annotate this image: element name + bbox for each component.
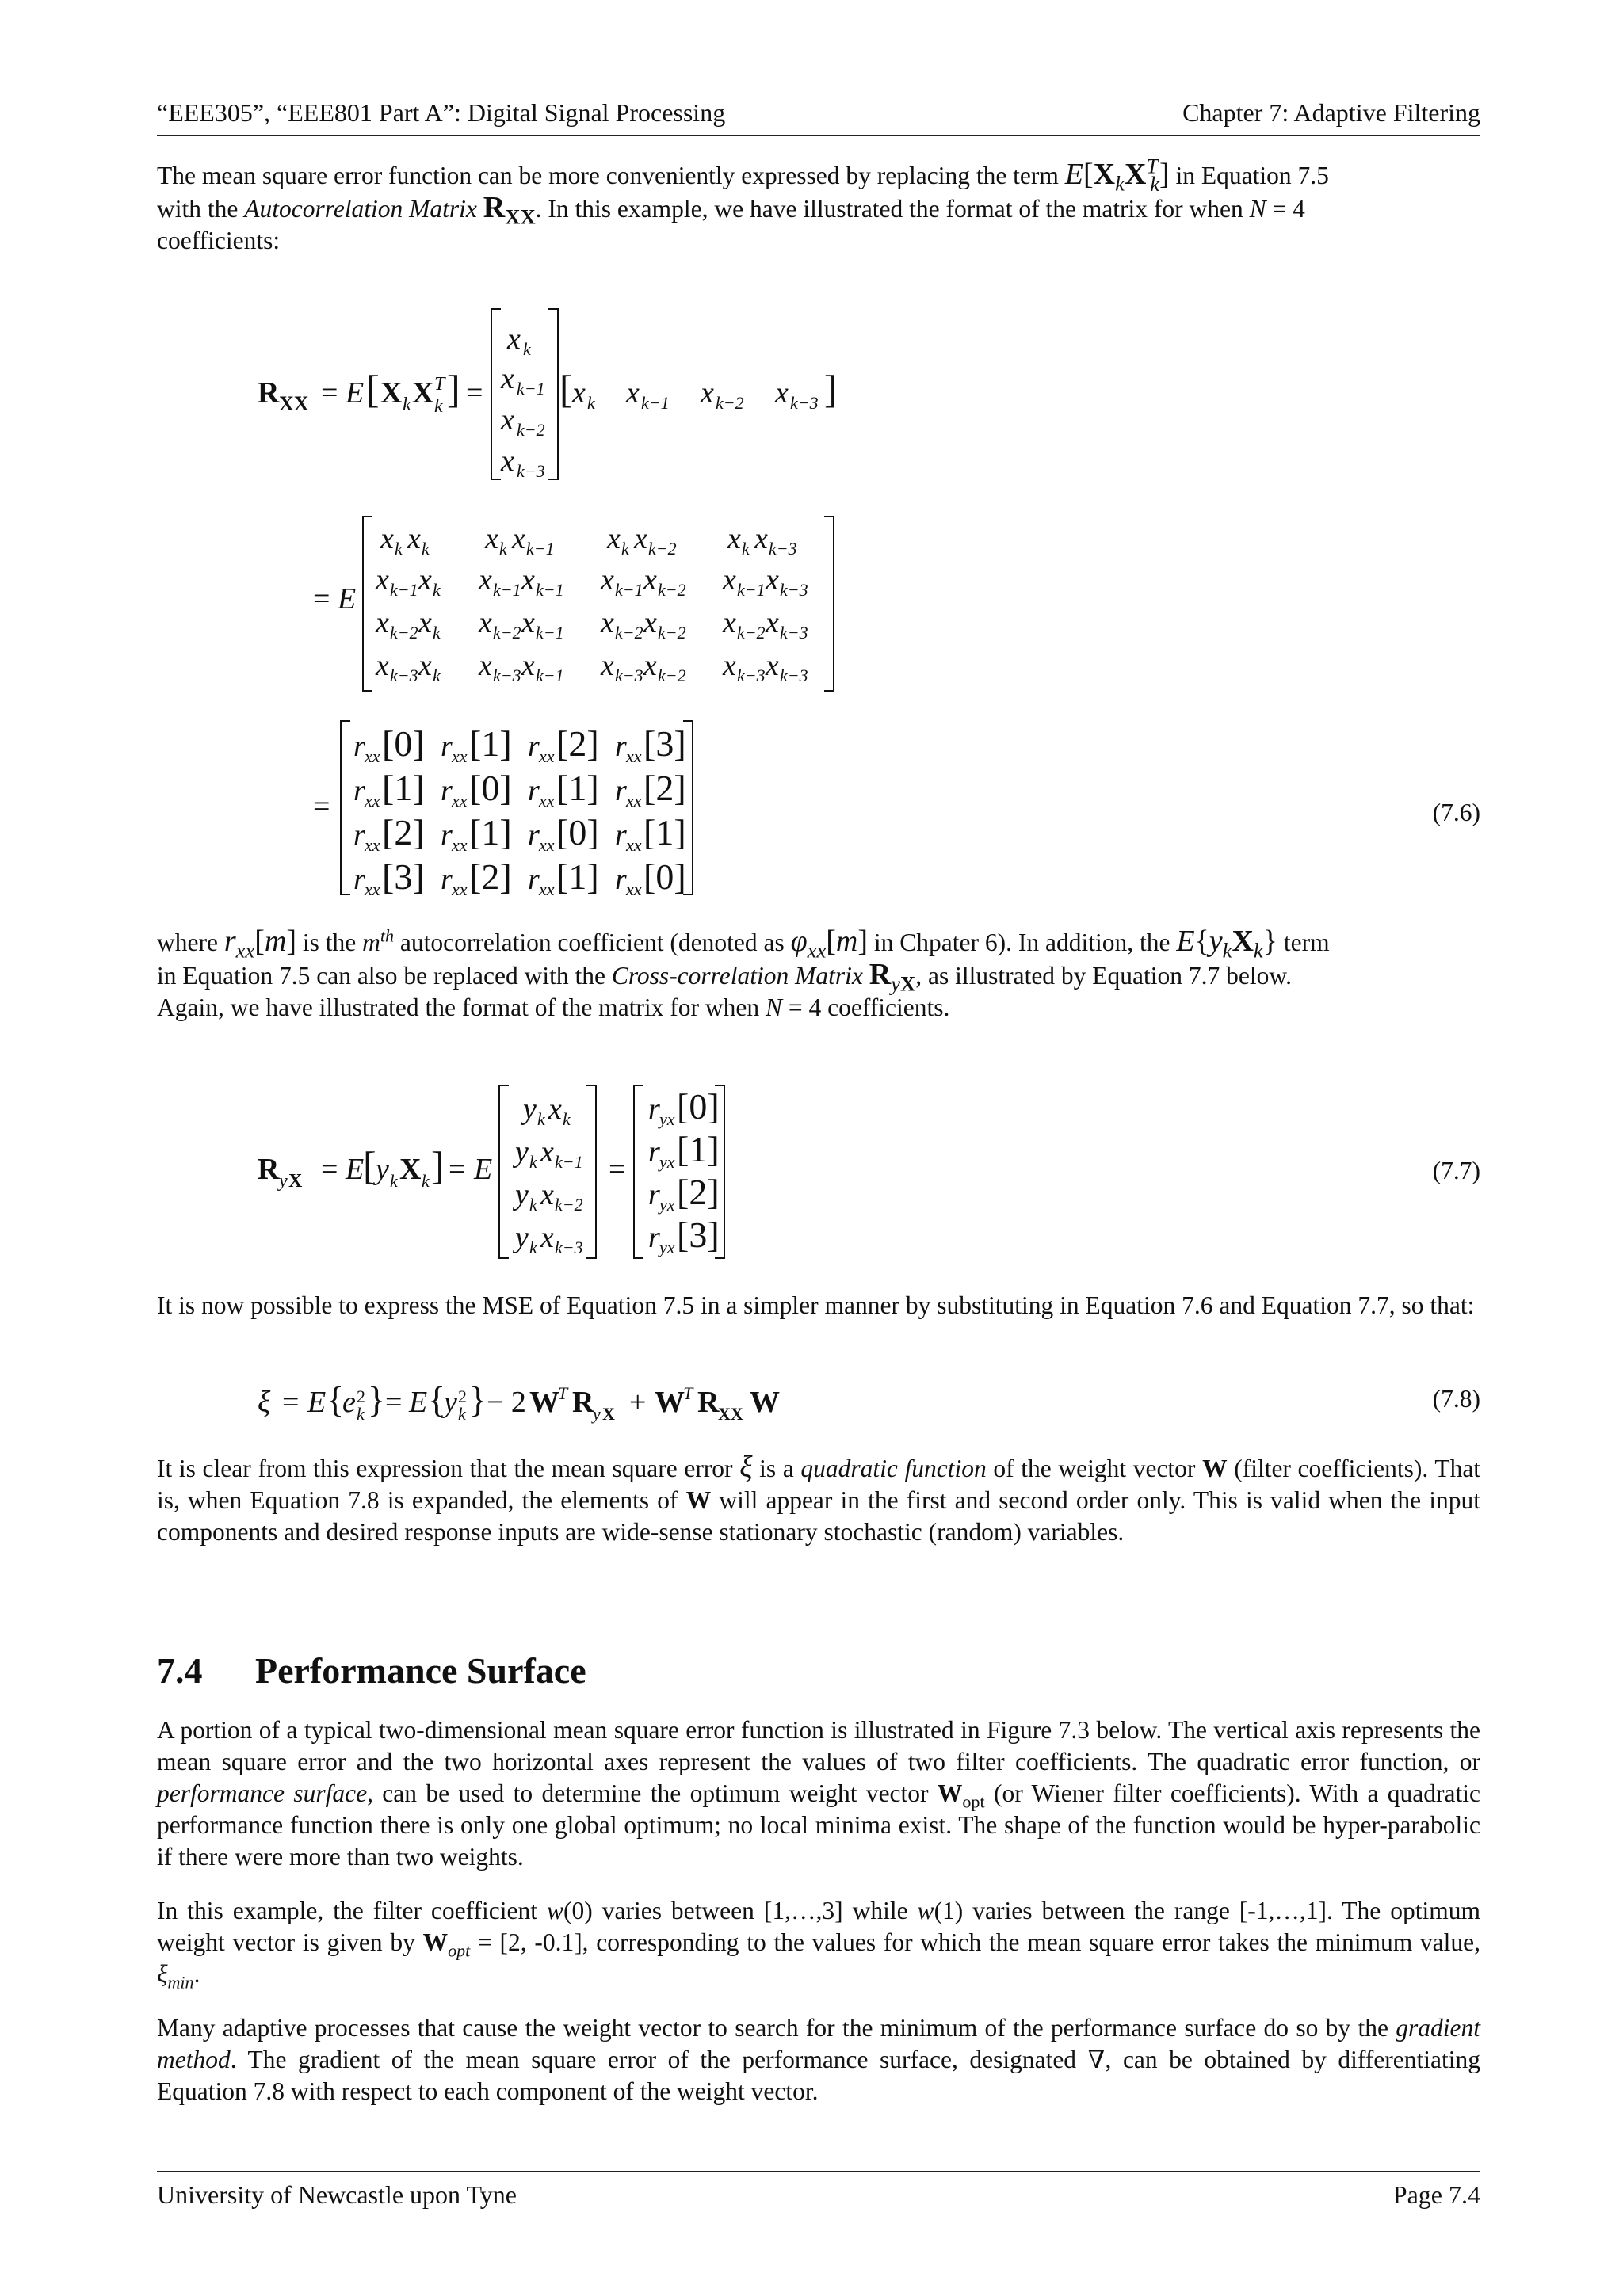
svg-text:r: r: [528, 730, 540, 763]
svg-text:[: [: [363, 1143, 376, 1188]
footer-rule: [157, 2171, 1480, 2172]
svg-text:xx: xx: [626, 835, 642, 855]
svg-text:x: x: [501, 444, 514, 478]
svg-text:k: k: [422, 539, 430, 559]
svg-text:r: r: [353, 730, 365, 763]
svg-text:k−1: k−1: [493, 580, 521, 600]
svg-text:=: =: [321, 1153, 338, 1186]
svg-text:[3]: [3]: [677, 1215, 720, 1255]
svg-text:[1]: [1]: [556, 768, 599, 808]
svg-text:r: r: [615, 730, 627, 763]
svg-text:E: E: [346, 1153, 365, 1186]
svg-text:x: x: [601, 563, 614, 597]
inline-rxx-m: $r_{xx}[m]$: [223, 925, 296, 963]
svg-text:r: r: [441, 863, 453, 895]
svg-text:W: W: [655, 1386, 685, 1419]
inline-ryx: $R_{yX}$: [869, 958, 916, 996]
svg-text:xx: xx: [365, 879, 380, 895]
svg-text:]: ]: [824, 367, 838, 411]
page-footer: [157, 2180, 1480, 2210]
svg-text:x: x: [418, 606, 432, 639]
svg-text:k−2: k−2: [658, 580, 686, 600]
svg-text:k−1: k−1: [641, 393, 670, 413]
svg-text:x: x: [727, 522, 741, 555]
svg-text:[: [: [559, 367, 573, 411]
svg-text:k−3: k−3: [555, 1238, 583, 1257]
svg-text:[0]: [0]: [382, 723, 425, 764]
svg-text:r: r: [441, 730, 453, 763]
svg-text:r: r: [615, 774, 627, 807]
svg-text:r: r: [528, 774, 540, 807]
svg-text:k: k: [395, 539, 403, 559]
svg-text:x: x: [643, 606, 657, 639]
svg-text:r: r: [528, 818, 540, 852]
svg-text:r: r: [615, 818, 627, 852]
svg-text:x: x: [601, 606, 614, 639]
svg-text:k: k: [422, 1171, 430, 1191]
footer-page-number: Page 7.4: [1392, 2180, 1480, 2209]
svg-text:k−1: k−1: [390, 580, 418, 600]
svg-text:yx: yx: [659, 1238, 675, 1257]
header-course: “EEE305”, “EEE801 Part A”: Digital Signal Processing: [157, 98, 726, 127]
svg-text:x: x: [418, 649, 432, 682]
svg-text:T: T: [683, 1383, 693, 1403]
svg-text:W: W: [529, 1386, 559, 1419]
inline-w: W: [1202, 1455, 1228, 1482]
svg-text:=: =: [321, 376, 338, 410]
svg-text:k: k: [563, 1109, 571, 1129]
svg-text:k: k: [390, 1171, 398, 1191]
svg-text:k: k: [537, 1109, 545, 1129]
svg-text:[0]: [0]: [677, 1086, 720, 1127]
svg-text:E: E: [307, 1386, 327, 1419]
svg-text:xx: xx: [452, 879, 468, 895]
svg-text:k−1: k−1: [555, 1152, 583, 1172]
svg-text:k: k: [587, 393, 595, 413]
svg-text:y: y: [279, 1171, 288, 1192]
svg-text:xx: xx: [365, 791, 380, 810]
svg-text:E: E: [338, 582, 357, 616]
paragraph-quadratic: It is clear from this expression that the mean square error ξ is a quadratic function of the weight vector W (filter coefficients). That is, when Equation 7.8 is expanded, the elements of W will appear in the first and second order only. This is valid when the input components and desired response inputs are wide-sense stationary stochastic (random) variables.: [157, 1451, 1481, 1546]
svg-text:k: k: [529, 1152, 537, 1172]
svg-text:xx: xx: [626, 879, 642, 895]
svg-text:k: k: [621, 539, 629, 559]
svg-text:[0]: [0]: [469, 768, 512, 808]
svg-text:x: x: [766, 649, 779, 682]
svg-text:k: k: [403, 395, 411, 415]
paragraph-mse-substitution: It is now possible to express the MSE of Equation 7.5 in a simpler manner by substituting in Equation 7.6 and Equation 7.7, so that:: [157, 1291, 1475, 1319]
inline-phi-xx: $\varphi_{xx}[m]$: [790, 925, 869, 963]
section-heading: [157, 1650, 586, 1691]
svg-text:r: r: [648, 1178, 660, 1211]
svg-text:xx: xx: [365, 746, 380, 766]
svg-text:k: k: [499, 539, 507, 559]
inline-expectation-xx: $E[X_kX^T_k]$: [1064, 154, 1170, 196]
svg-text:yx: yx: [659, 1195, 675, 1215]
svg-text:k: k: [434, 396, 443, 417]
svg-text:k−3: k−3: [780, 623, 808, 643]
svg-text:2: 2: [357, 1386, 365, 1406]
svg-text:[2]: [2]: [556, 723, 599, 764]
svg-text:x: x: [479, 606, 492, 639]
svg-text:k−3: k−3: [615, 666, 643, 685]
svg-text:[1]: [1]: [556, 856, 599, 895]
svg-text:y: y: [523, 1093, 537, 1126]
svg-text:e: e: [342, 1386, 356, 1419]
svg-text:x: x: [418, 563, 432, 597]
svg-text:k: k: [433, 666, 441, 685]
svg-text:X: X: [288, 1171, 303, 1192]
svg-text:k−1: k−1: [536, 580, 564, 600]
svg-text:k−1: k−1: [526, 539, 555, 559]
svg-text:k−1: k−1: [737, 580, 766, 600]
svg-text:k: k: [529, 1195, 537, 1215]
paragraph-intro: The mean square error function can be more conveniently expressed by replacing the term $E[X_kX^T_k]$ in Equation 7.5 with the Autocorrelation Matrix $R_{XX}$. In this example, we have illustrated the format of the matrix for when N = 4 coefficients:: [157, 154, 1329, 254]
eq77-graphic: [0, 1077, 1623, 1268]
svg-text:=: =: [313, 790, 330, 823]
svg-text:yx: yx: [659, 1152, 675, 1172]
svg-text:=: =: [385, 1386, 403, 1419]
svg-text:y: y: [593, 1404, 601, 1424]
svg-text:k: k: [742, 539, 750, 559]
svg-text:[2]: [2]: [677, 1172, 720, 1212]
equation-number-7-6: (7.6): [1432, 799, 1480, 826]
svg-text:[1]: [1]: [677, 1129, 720, 1169]
svg-text:R: R: [258, 376, 280, 410]
svg-text:x: x: [643, 563, 657, 597]
svg-text:xx: xx: [539, 746, 555, 766]
svg-text:x: x: [766, 606, 779, 639]
svg-text:W: W: [750, 1386, 780, 1419]
svg-text:+: +: [629, 1386, 647, 1419]
svg-text:[2]: [2]: [382, 812, 425, 852]
svg-text:x: x: [376, 649, 389, 682]
svg-text:xx: xx: [365, 835, 380, 855]
svg-text:[0]: [0]: [643, 856, 686, 895]
svg-text:x: x: [540, 1135, 554, 1169]
svg-text:x: x: [766, 563, 779, 597]
svg-text:x: x: [723, 563, 736, 597]
svg-text:[1]: [1]: [469, 723, 512, 764]
svg-text:y: y: [515, 1135, 529, 1169]
svg-text:X: X: [412, 376, 434, 410]
svg-text:− 2: − 2: [487, 1386, 526, 1419]
inline-rxx: $R_{XX}$: [483, 191, 536, 229]
svg-text:}: }: [469, 1379, 487, 1420]
svg-text:x: x: [380, 522, 394, 555]
inline-expectation-yx: $E\{y_kX_k\}$: [1176, 925, 1277, 963]
header-chapter: Chapter 7: Adaptive Filtering: [1182, 98, 1480, 127]
svg-text:y: y: [376, 1153, 389, 1186]
svg-text:{: {: [327, 1379, 345, 1420]
svg-text:E: E: [409, 1386, 428, 1419]
svg-text:k−1: k−1: [536, 666, 564, 685]
svg-text:k−1: k−1: [536, 623, 564, 643]
svg-text:x: x: [540, 1178, 554, 1211]
svg-text:y: y: [444, 1386, 457, 1419]
svg-text:x: x: [572, 376, 586, 410]
svg-text:k−2: k−2: [493, 623, 521, 643]
svg-text:x: x: [507, 322, 521, 356]
svg-text:k−2: k−2: [648, 539, 677, 559]
svg-text:x: x: [479, 649, 492, 682]
svg-text:[: [: [366, 367, 380, 411]
inline-xi-min: $\xi_{min}$.: [157, 1960, 200, 1993]
svg-text:yx: yx: [659, 1109, 675, 1129]
svg-text:[2]: [2]: [643, 768, 686, 808]
svg-text:k−3: k−3: [780, 666, 808, 685]
svg-text:k−2: k−2: [716, 393, 744, 413]
svg-text:x: x: [501, 362, 514, 395]
svg-text:r: r: [353, 863, 365, 895]
svg-text:k−2: k−2: [658, 666, 686, 685]
svg-text:[3]: [3]: [382, 856, 425, 895]
svg-text:k−3: k−3: [493, 666, 521, 685]
svg-text:x: x: [601, 649, 614, 682]
paragraph-example: In this example, the filter coefficient w(0) varies between [1,…,3] while w(1) varies between the range [-1,…,1]. The optimum weight vector is given by $W_{opt} = [2$, -0.1], corresponding to the values for which the mean square error takes the minimum value, $\xi_{min}$.: [157, 1897, 1481, 1993]
svg-text:xx: xx: [539, 879, 555, 895]
svg-text:k−3: k−3: [769, 539, 797, 559]
svg-text:x: x: [723, 606, 736, 639]
svg-text:E: E: [346, 376, 365, 410]
inline-w-opt: $W_{opt}$: [937, 1779, 985, 1812]
svg-text:xx: xx: [539, 835, 555, 855]
section-title: Performance Surface: [255, 1650, 586, 1691]
svg-text:x: x: [376, 606, 389, 639]
svg-text:[2]: [2]: [469, 856, 512, 895]
svg-text:x: x: [501, 403, 514, 437]
svg-text:=: =: [313, 582, 330, 616]
svg-text:x: x: [607, 522, 621, 555]
paragraph-gradient: Many adaptive processes that cause the weight vector to search for the minimum of the performance surface do so by the gradient method. The gradient of the mean square error of the performance surface, designated ∇, can be obtained by differentiating Equation 7.8 with respect to each component of the weight vector.: [157, 2014, 1481, 2105]
svg-text:x: x: [521, 606, 535, 639]
footer-university: University of Newcastle upon Tyne: [157, 2180, 517, 2209]
svg-text:ξ: ξ: [258, 1386, 271, 1419]
svg-text:r: r: [648, 1093, 660, 1126]
svg-text:xx: xx: [452, 835, 468, 855]
svg-text:k−2: k−2: [737, 623, 766, 643]
svg-text:[1]: [1]: [643, 812, 686, 852]
svg-text:k−1: k−1: [615, 580, 643, 600]
svg-text:X: X: [380, 376, 403, 410]
svg-text:R: R: [258, 1153, 280, 1186]
svg-text:k−2: k−2: [615, 623, 643, 643]
svg-text:x: x: [485, 522, 498, 555]
svg-text:]: ]: [447, 367, 460, 411]
svg-text:x: x: [634, 522, 647, 555]
svg-text:x: x: [540, 1221, 554, 1254]
svg-text:R: R: [697, 1386, 720, 1419]
eq78-graphic: [0, 1371, 1623, 1434]
paragraph-performance-surface: A portion of a typical two-dimensional mean square error function is illustrated in Figure 7.3 below. The vertical axis represents the mean square error and the two horizontal axes represent the values of two filter coefficients. The quadratic error function, or performance surface, can be used to determine the optimum weight vector $W_{opt}$ (or Wiener filter coefficients). With a quadratic performance function there is only one global optimum; no local minima exist. The shape of the function would be hyper-parabolic if there were more than two weights.: [157, 1716, 1480, 1871]
svg-text:X: X: [602, 1404, 615, 1424]
svg-text:=: =: [282, 1386, 300, 1419]
svg-text:E: E: [474, 1153, 493, 1186]
svg-text:r: r: [441, 818, 453, 852]
svg-text:k−1: k−1: [517, 379, 545, 399]
svg-text:x: x: [521, 649, 535, 682]
svg-text:T: T: [558, 1383, 568, 1403]
svg-text:x: x: [754, 522, 768, 555]
equation-number-7-8: (7.8): [1432, 1385, 1480, 1413]
svg-text:k−2: k−2: [517, 420, 545, 440]
svg-text:X: X: [399, 1153, 422, 1186]
svg-text:k−3: k−3: [390, 666, 418, 685]
svg-text:}: }: [368, 1379, 386, 1420]
svg-text:[3]: [3]: [643, 723, 686, 764]
header-rule: [157, 135, 1480, 136]
inline-w-2: W: [685, 1486, 712, 1514]
svg-text:x: x: [521, 563, 535, 597]
svg-text:k−3: k−3: [780, 580, 808, 600]
svg-text:x: x: [376, 563, 389, 597]
svg-text:r: r: [615, 863, 627, 895]
svg-text:k: k: [458, 1404, 466, 1424]
svg-text:x: x: [643, 649, 657, 682]
svg-text:=: =: [609, 1153, 626, 1186]
svg-text:XX: XX: [279, 392, 309, 415]
svg-text:[1]: [1]: [382, 768, 425, 808]
svg-text:=: =: [466, 376, 483, 410]
svg-text:x: x: [701, 376, 714, 410]
svg-text:k: k: [529, 1238, 537, 1257]
eq76-graphic: [0, 269, 1623, 895]
svg-text:r: r: [353, 774, 365, 807]
section-number: 7.4: [157, 1650, 203, 1691]
svg-text:k−3: k−3: [737, 666, 766, 685]
svg-text:r: r: [528, 863, 540, 895]
page-header: [157, 98, 1480, 128]
svg-text:x: x: [775, 376, 789, 410]
svg-text:xx: xx: [626, 746, 642, 766]
svg-text:xx: xx: [626, 791, 642, 810]
svg-text:{: {: [428, 1379, 446, 1420]
svg-text:k: k: [523, 339, 531, 359]
svg-text:y: y: [515, 1178, 529, 1211]
svg-text:k−3: k−3: [790, 393, 819, 413]
svg-text:2: 2: [458, 1386, 467, 1406]
svg-text:xx: xx: [539, 791, 555, 810]
svg-text:x: x: [626, 376, 640, 410]
svg-text:xx: xx: [452, 746, 468, 766]
svg-text:=: =: [449, 1153, 466, 1186]
svg-text:y: y: [515, 1221, 529, 1254]
svg-text:x: x: [723, 649, 736, 682]
svg-text:k−2: k−2: [390, 623, 418, 643]
svg-text:[0]: [0]: [556, 812, 599, 852]
svg-text:k−2: k−2: [658, 623, 686, 643]
svg-text:]: ]: [431, 1143, 445, 1188]
svg-text:XX: XX: [718, 1404, 743, 1424]
inline-w-opt-2: $W_{opt}$: [422, 1928, 471, 1961]
paragraph-autocorrelation: where $r_{xx}[m]$ is the $m^{th}$ autocorrelation coefficient (denoted as $\varphi_{xx}[m]$ in Chpater 6). In addition, the $E\{y_kX_k\}$ term in Equation 7.5 can also be replaced with the Cross-correlation Matrix $R_{yX}$, as illustrated by Equation 7.7 below. Again, we have illustrated the format of the matrix for when N = 4 coefficients.: [157, 925, 1330, 1021]
inline-m-th: $m^{th}$: [362, 925, 395, 956]
inline-xi: ξ: [739, 1451, 753, 1484]
svg-text:[1]: [1]: [469, 812, 512, 852]
svg-text:k−2: k−2: [555, 1195, 583, 1215]
svg-text:R: R: [572, 1386, 594, 1419]
svg-text:x: x: [548, 1093, 562, 1126]
svg-text:r: r: [648, 1135, 660, 1169]
svg-text:x: x: [512, 522, 525, 555]
svg-text:xx: xx: [452, 791, 468, 810]
svg-text:k: k: [433, 580, 441, 600]
svg-text:k−3: k−3: [517, 461, 545, 481]
equation-number-7-7: (7.7): [1432, 1157, 1480, 1184]
svg-text:x: x: [479, 563, 492, 597]
svg-text:x: x: [407, 522, 421, 555]
svg-text:k: k: [433, 623, 441, 643]
svg-text:k: k: [357, 1404, 365, 1424]
svg-text:T: T: [434, 374, 445, 395]
svg-text:r: r: [648, 1221, 660, 1254]
svg-text:r: r: [353, 818, 365, 852]
svg-text:r: r: [441, 774, 453, 807]
